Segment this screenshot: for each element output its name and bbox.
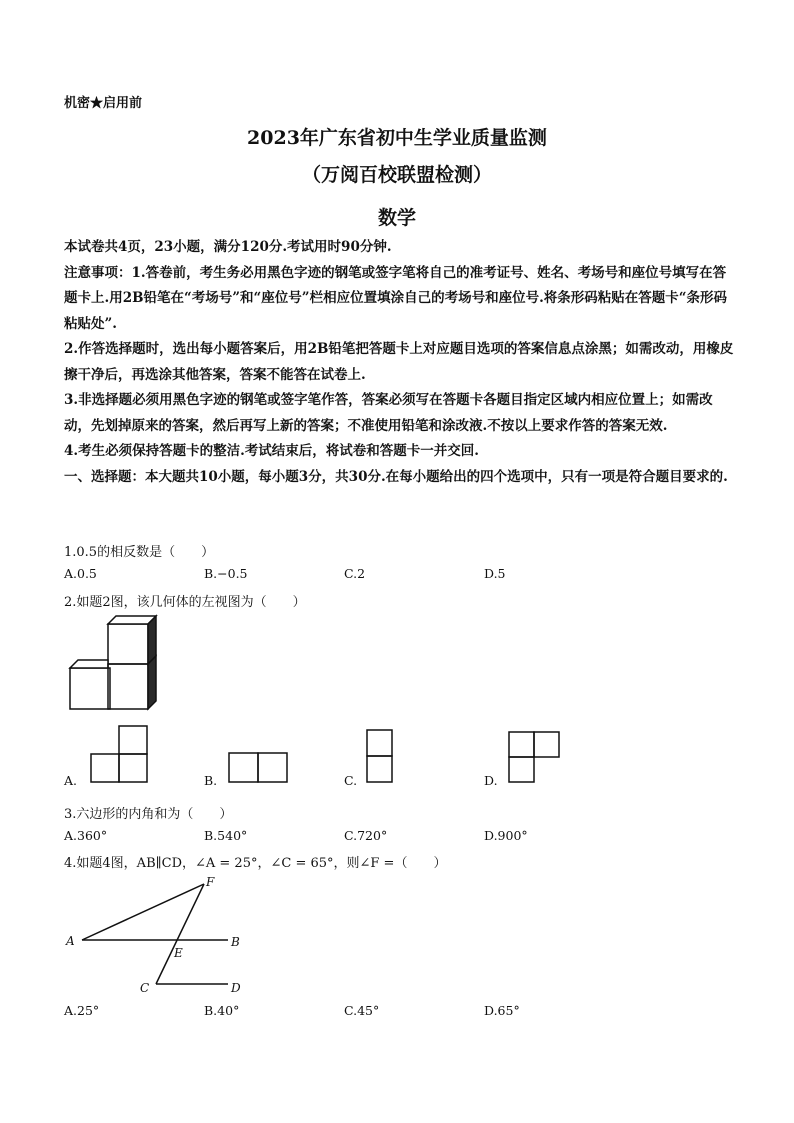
question-4-stem: 4.如题4图，AB∥CD，∠A = 25°，∠C = 65°，则∠F =（ ） (64, 856, 447, 871)
q1-option-c: C.2 (344, 566, 366, 581)
q4-option-d: D.65° (484, 1003, 520, 1018)
q2-option-c: C. (344, 773, 358, 788)
q1-option-b: B.−0.5 (204, 566, 248, 581)
q4-geometry-figure (60, 872, 260, 1002)
label-c: C (140, 981, 150, 995)
label-d: D (231, 981, 241, 995)
note-1: 注意事项：1.答卷前，考生务必用黑色字迹的钢笔或签字笔将自己的准考证号、姓名、考场号和座位号填写在答题卡上.用2B铅笔在“考场号”和“座位号”栏相应位置填涂自己的考场号和座位号.将条形码粘贴在答题卡“条形码粘贴处”. (64, 264, 728, 332)
question-1-stem: 1.0.5的相反数是（ ） (64, 545, 215, 560)
label-a: A (66, 934, 75, 948)
subject-title: 数学 (377, 207, 416, 229)
label-f: F (206, 875, 215, 889)
q3-option-c: C.720° (344, 828, 388, 843)
note-3: 3.非选择题必须用黑色字迹的钢笔或签字笔作答，答案必须写在答题卡各题目指定区域内相应位置上；如需改动，先划掉原来的答案，然后再写上新的答案；不准使用铅笔和涂改液.不按以上要求作答的答案无效. (64, 392, 713, 434)
q2-option-b-figure (228, 752, 290, 784)
label-e: E (174, 946, 183, 960)
question-2-stem: 2.如题2图，该几何体的左视图为（ ） (64, 595, 306, 610)
q2-option-a-figure (90, 725, 150, 785)
label-b: B (231, 935, 240, 949)
instructions-block (64, 235, 734, 490)
exam-title: 2023年广东省初中生学业质量监测 (247, 127, 547, 149)
q2-option-b: B. (204, 773, 218, 788)
q4-option-a: A.25° (64, 1003, 100, 1018)
q2-solid-figure (60, 612, 170, 716)
note-4: 4.考生必须保持答题卡的整洁.考试结束后，将试卷和答题卡一并交回. (64, 443, 479, 459)
q4-option-b: B.40° (204, 1003, 240, 1018)
question-3-stem: 3.六边形的内角和为（ ） (64, 807, 233, 822)
q2-option-d: D. (484, 773, 498, 788)
note-2: 2.作答选择题时，选出每小题答案后，用2B铅笔把答题卡上对应题目选项的答案信息点涂黑；如需改动，用橡皮擦干净后，再选涂其他答案，答案不能答在试卷上. (64, 341, 734, 383)
exam-subtitle: （万阅百校联盟检测） (301, 164, 492, 186)
q1-option-d: D.5 (484, 566, 506, 581)
q4-option-c: C.45° (344, 1003, 380, 1018)
secret-label: 机密★启用前 (64, 96, 143, 111)
section-heading: 一、选择题：本大题共10小题，每小题3分，共30分.在每小题给出的四个选项中，只有一项是符合题目要求的. (64, 468, 728, 485)
q2-option-a: A. (64, 773, 78, 788)
q2-option-c-figure (366, 729, 394, 785)
q3-option-a: A.360° (64, 828, 108, 843)
q1-option-a: A.0.5 (64, 566, 97, 581)
q2-option-d-figure (508, 731, 562, 785)
q3-option-b: B.540° (204, 828, 248, 843)
q3-option-d: D.900° (484, 828, 528, 843)
intro-text: 本试卷共4页，23小题，满分120分.考试用时90分钟. (64, 239, 392, 255)
